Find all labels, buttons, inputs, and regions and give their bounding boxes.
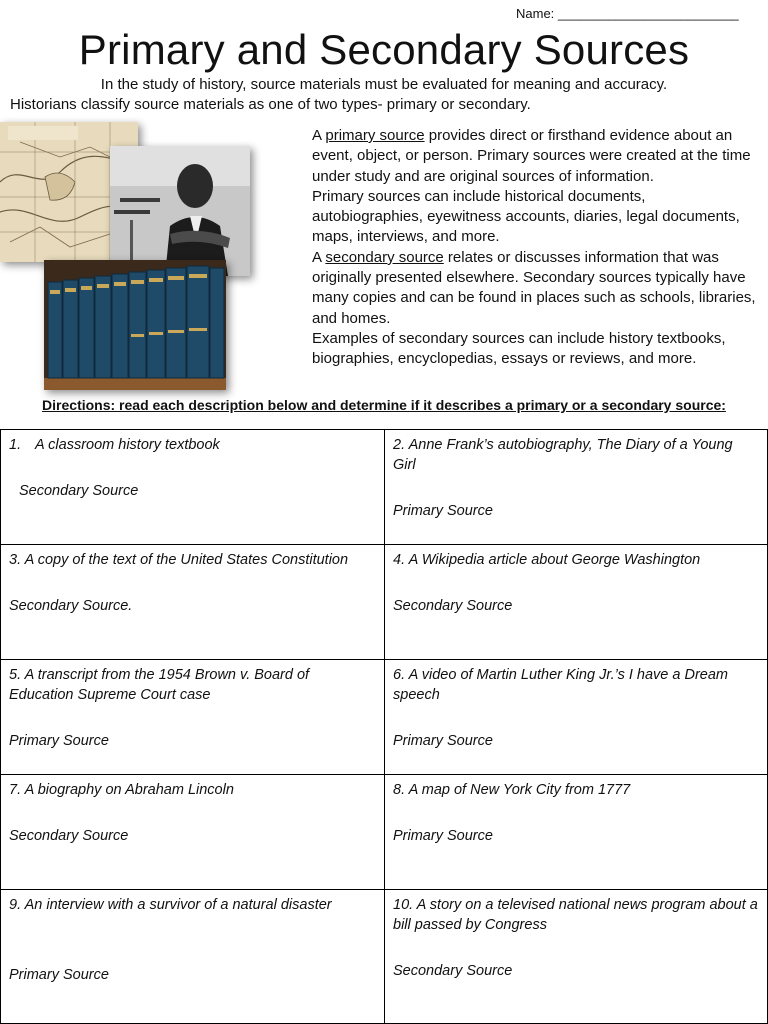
question-cell-3 [1, 545, 385, 660]
question-text: 6. A video of Martin Luther King Jr.’s I have a Dream speech [393, 667, 729, 703]
answer-text: Primary Source [9, 733, 109, 749]
directions-text: Directions: read each description below and determine if it describes a primary or a secondary source: [42, 397, 726, 413]
text-span: A [312, 127, 326, 144]
page-title: Primary and Secondary Sources [78, 26, 690, 73]
speech-photo-image [110, 146, 250, 276]
text-span: relates or discusses information that was originally presented elsewhere. Secondary sources typically have many copies and can be found in places such as schools, libraries, and homes. [312, 248, 756, 327]
question-number: 1. [9, 437, 22, 453]
question-cell-10 [385, 890, 768, 1024]
question-cell-8 [385, 775, 768, 890]
question-text: 5. A transcript from the 1954 Brown v. Board of Education Supreme Court case [9, 667, 310, 703]
answer-text: Secondary Source. [9, 598, 133, 614]
question-cell-1 [1, 430, 385, 545]
questions-table [0, 429, 768, 1024]
question-text: 2. Anne Frank’s autobiography, The Diary of a Young Girl [393, 437, 733, 473]
answer-text: Primary Source [393, 503, 493, 519]
question-text: 9. An interview with a survivor of a natural disaster [9, 897, 332, 913]
question-text: 4. A Wikipedia article about George Washington [393, 552, 701, 568]
question-text: A classroom history textbook [35, 437, 220, 453]
primary-source-term: primary source [325, 127, 425, 144]
answer-text: Secondary Source [393, 963, 513, 979]
intro-line-1: In the study of history, source materials must be evaluated for meaning and accuracy. [100, 76, 668, 93]
answer-text: Primary Source [393, 828, 493, 844]
question-cell-9 [1, 890, 385, 1024]
answer-text: Secondary Source [393, 598, 513, 614]
answer-text: Secondary Source [9, 828, 129, 844]
secondary-source-term: secondary source [325, 248, 444, 266]
encyclopedia-books-image [44, 260, 226, 390]
primary-examples: Primary sources can include historical documents, autobiographies, eyewitness accounts, diaries, legal documents, maps, interviews, and more. [312, 187, 740, 246]
secondary-definition [262, 248, 760, 329]
answer-text: Primary Source [9, 967, 109, 983]
secondary-examples: Examples of secondary sources can include history textbooks, biographies, encyclopedias, essays or reviews, and more. [312, 329, 726, 368]
question-cell-2 [385, 430, 768, 545]
question-cell-5 [1, 660, 385, 775]
name-field-label: Name: _________________________ [516, 6, 739, 21]
image-collage [0, 118, 256, 396]
text-span: A [312, 248, 326, 266]
primary-definition [262, 126, 760, 187]
intro-text [0, 75, 768, 115]
explanation-text [262, 126, 760, 370]
question-cell-7 [1, 775, 385, 890]
answer-text: Secondary Source [19, 483, 139, 499]
answer-text: Primary Source [393, 733, 493, 749]
question-text: 7. A biography on Abraham Lincoln [9, 782, 234, 798]
question-cell-4 [385, 545, 768, 660]
question-cell-6 [385, 660, 768, 775]
intro-line-2: Historians classify source materials as one of two types- primary or secondary. [10, 96, 531, 113]
text-span: provides direct or firsthand evidence about an event, object, or person. Primary sources were created at the time under study and are original sources of information. [312, 127, 751, 185]
question-text: 3. A copy of the text of the United States Constitution [9, 552, 349, 568]
question-text: 10. A story on a televised national news program about a bill passed by Congress [393, 897, 758, 933]
question-text: 8. A map of New York City from 1777 [393, 782, 631, 798]
